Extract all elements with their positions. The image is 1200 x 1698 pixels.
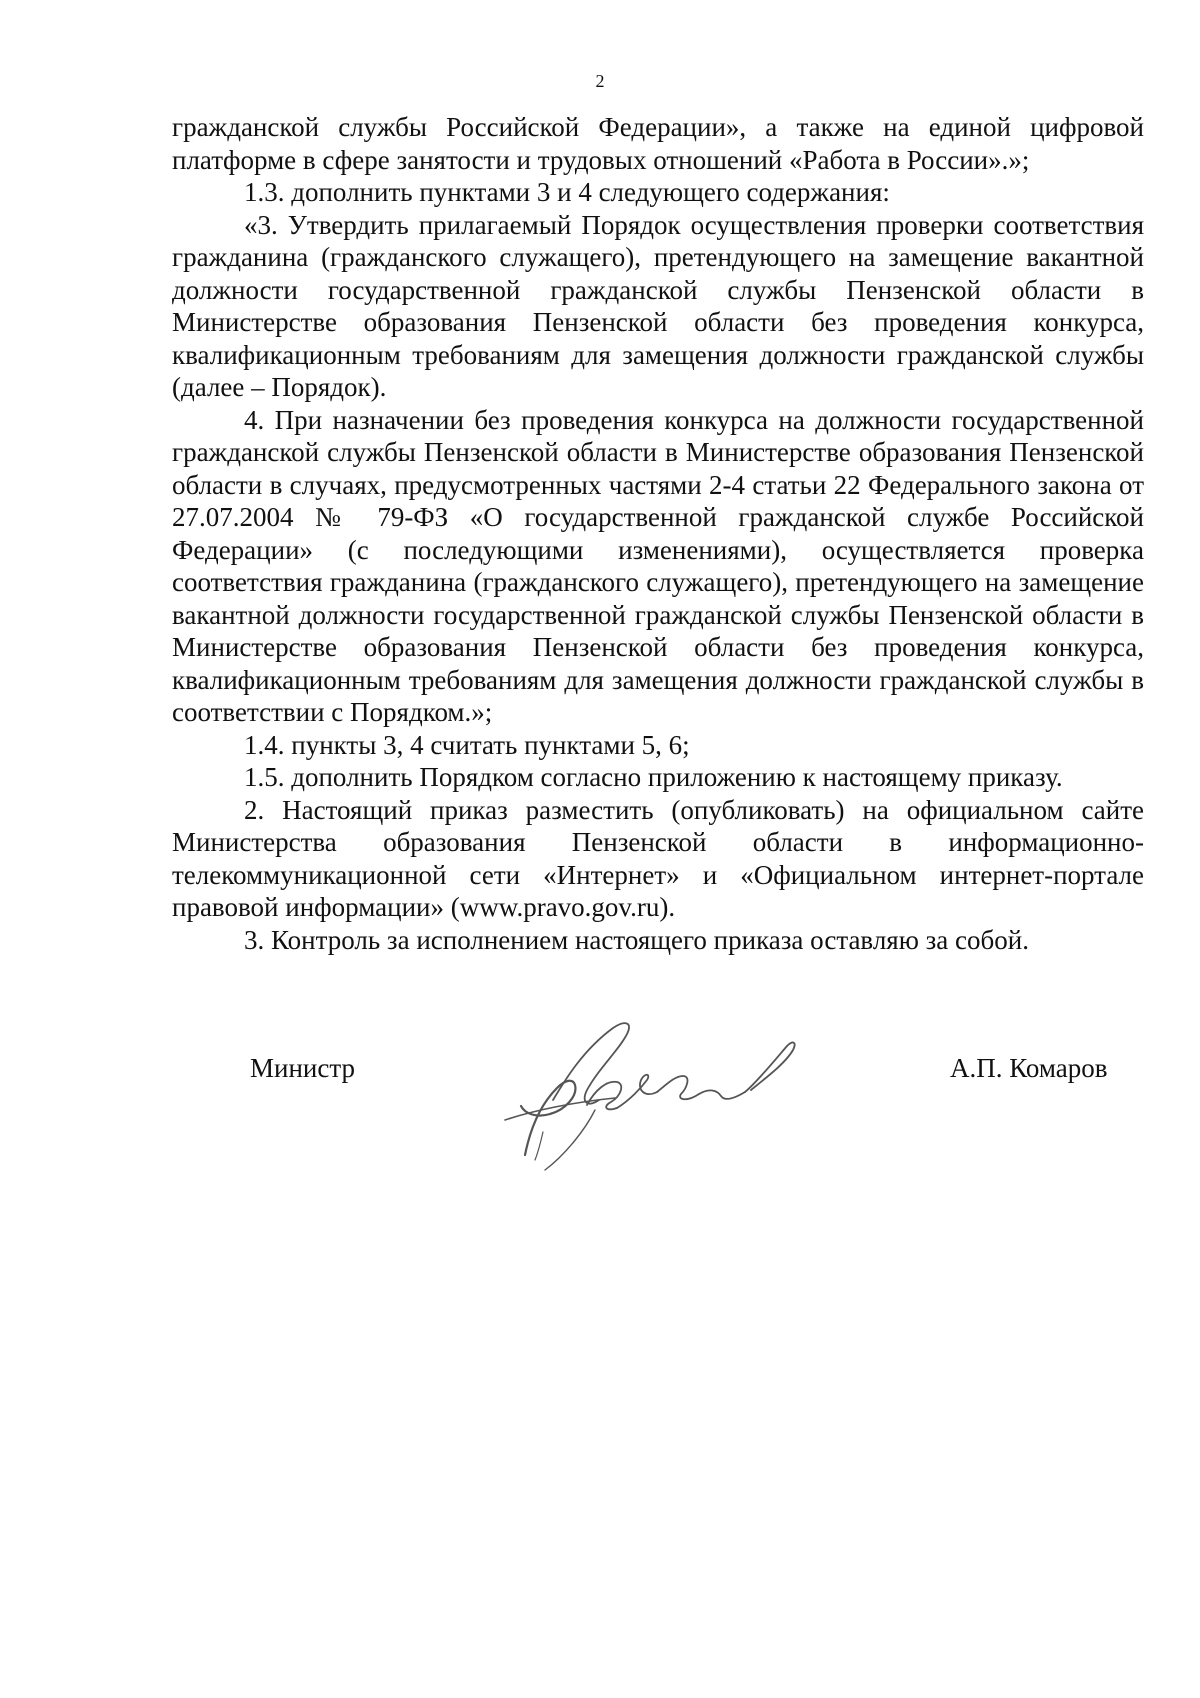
paragraph-item-3: 3. Контроль за исполнением настоящего приказа оставляю за собой. xyxy=(244,924,1029,955)
handwritten-signature xyxy=(495,1010,845,1175)
paragraph-continuation: гражданской службы Российской Федерации», а также на единой цифровой платформе в сфере занятости и трудовых отношений «Работа в России».»; xyxy=(172,112,1144,175)
paragraph-point-3: «3. Утвердить прилагаемый Порядок осуществления проверки соответствия гражданина (гражданского служащего), претендующего на замещение вакантной должности государственной гражданской службы Пензенской области в Министерстве образования Пензенской области без проведения конкурса, квалификационным требованиям для замещения должности гражданской службы (далее – Порядок). xyxy=(172,209,1144,402)
signatory-name: А.П. Комаров xyxy=(950,1053,1108,1083)
signatory-title: Министр xyxy=(250,1053,355,1083)
paragraph-item-1-4: 1.4. пункты 3, 4 считать пунктами 5, 6; xyxy=(244,729,690,760)
page-number: 2 xyxy=(595,71,605,91)
paragraph-point-4: 4. При назначении без проведения конкурса на должности государственной гражданской службы Пензенской области в Министерстве образования Пензенской области в случаях, предусмотренных частями 2-4 статьи 22 Федерального закона от 27.07.2004 № 79-ФЗ «О государственной гражданской службе Российской Федерации» (с последующими изменениями), осуществляется проверка соответствия гражданина (гражданского служащего), претендующего на замещение вакантной должности государственной гражданской службы Пензенской области в Министерстве образования Пензенской области без проведения конкурса, квалификационным требованиям для замещения должности гражданской службы в соответствии с Порядком.»; xyxy=(172,404,1144,727)
paragraph-item-1-5: 1.5. дополнить Порядком согласно приложению к настоящему приказу. xyxy=(244,762,1063,792)
paragraph-item-2: 2. Настоящий приказ разместить (опубликовать) на официальном сайте Министерства образования Пензенской области в информационно-телекоммуникационной сети «Интернет» и «Официальном интернет-портале правовой информации» (www.pravo.gov.ru). xyxy=(172,794,1144,922)
document-body xyxy=(172,111,1144,956)
paragraph-item-1-3: 1.3. дополнить пунктами 3 и 4 следующего содержания: xyxy=(244,177,890,207)
